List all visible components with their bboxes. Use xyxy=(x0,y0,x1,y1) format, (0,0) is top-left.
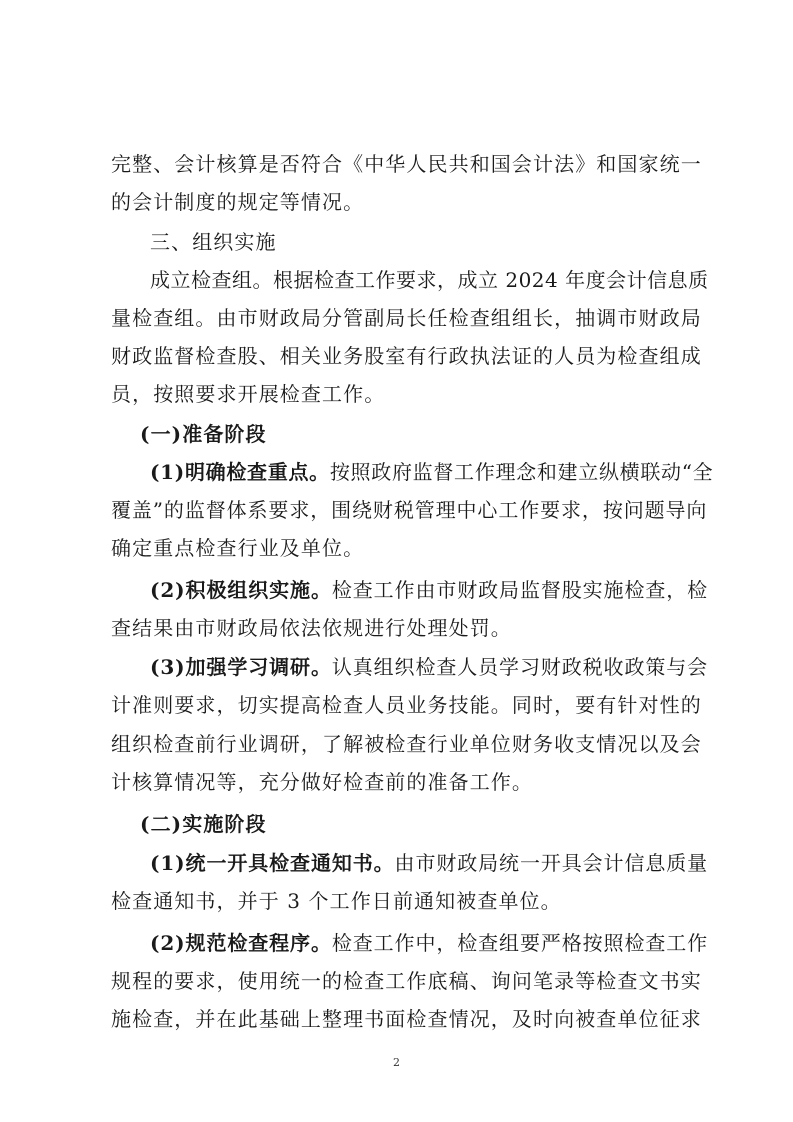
body-text-line: 员，按照要求开展检查工作。 xyxy=(111,382,386,406)
item-text: 由市财政局统一开具会计信息质量 xyxy=(394,851,709,875)
body-text-line: 财政监督检查股、相关业务股室有行政执法证的人员为检查组成 xyxy=(111,344,702,368)
section-heading: 三、组织实施 xyxy=(150,230,277,254)
item-text: 按照政府监督工作理念和建立纵横联动“全 xyxy=(329,460,714,484)
list-item xyxy=(150,851,712,875)
subsection-heading: (二)实施阶段 xyxy=(140,812,267,836)
body-text-line: 确定重点检查行业及单位。 xyxy=(111,536,365,560)
list-item xyxy=(150,460,712,484)
body-text-line: 的会计制度的规定等情况。 xyxy=(111,190,365,214)
list-item xyxy=(150,655,712,679)
item-heading: (2)规范检查程序。 xyxy=(150,931,332,955)
body-text-line: 查结果由市财政局依法依规进行处理处罚。 xyxy=(111,616,512,640)
item-text: 检查工作由市财政局监督股实施检查，检 xyxy=(331,578,709,602)
body-text-line: 计准则要求，切实提高检查人员业务技能。同时，要有针对性的 xyxy=(111,693,702,717)
item-text: 认真组织检查人员学习财政税收政策与会 xyxy=(331,655,709,679)
item-text: 检查工作中，检查组要严格按照检查工作 xyxy=(331,931,709,955)
list-item xyxy=(150,931,712,955)
body-text-line: 施检查，并在此基础上整理书面检查情况，及时向被查单位征求 xyxy=(111,1007,702,1031)
item-heading: (1)统一开具检查通知书。 xyxy=(150,851,395,875)
item-heading: (3)加强学习调研。 xyxy=(150,655,332,679)
page-number: 2 xyxy=(393,1056,400,1069)
body-text-line: 计核算情况等，充分做好检查前的准备工作。 xyxy=(111,770,533,794)
item-heading: (1)明确检查重点。 xyxy=(150,460,330,484)
body-text-line: 组织检查前行业调研，了解被检查行业单位财务收支情况以及会 xyxy=(111,732,702,756)
list-item xyxy=(150,578,712,602)
body-text-line: 检查通知书，并于 3 个工作日前通知被查单位。 xyxy=(111,889,562,913)
body-text-line: 规程的要求，使用统一的检查工作底稿、询问笔录等检查文书实 xyxy=(111,969,702,993)
body-text-line: 量检查组。由市财政局分管副局长任检查组组长，抽调市财政局 xyxy=(111,306,702,330)
body-text-line: 覆盖”的监督体系要求，围绕财税管理中心工作要求，按问题导向 xyxy=(111,498,708,522)
body-text-line: 完整、会计核算是否符合《中华人民共和国会计法》和国家统一 xyxy=(111,152,702,176)
item-heading: (2)积极组织实施。 xyxy=(150,578,332,602)
paragraph-start: 成立检查组。根据检查工作要求，成立 2024 年度会计信息质 xyxy=(150,268,709,292)
subsection-heading: (一)准备阶段 xyxy=(140,422,267,446)
